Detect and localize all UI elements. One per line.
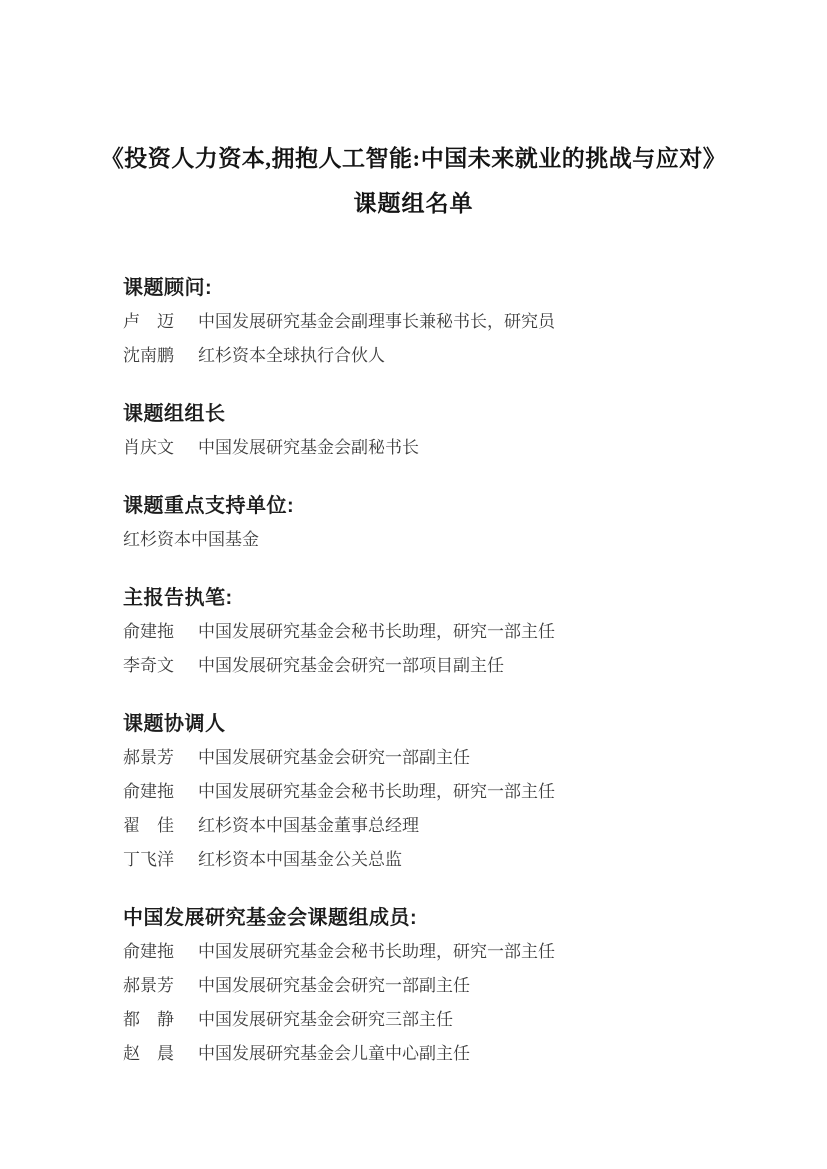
member-role: 红杉资本中国基金董事总经理 — [198, 816, 419, 835]
member-row — [123, 741, 767, 775]
member-name: 沈南鹏 — [123, 346, 174, 365]
member-row — [123, 1003, 767, 1037]
member-row — [123, 431, 767, 465]
section-key-support-unit — [123, 489, 767, 557]
member-name: 都 静 — [123, 1010, 174, 1029]
section-heading: 中国发展研究基金会课题组成员: — [123, 907, 418, 929]
member-role: 中国发展研究基金会副秘书长 — [198, 438, 419, 457]
member-name: 李奇文 — [123, 656, 174, 675]
member-row — [123, 809, 767, 843]
member-name: 俞建拖 — [123, 942, 174, 961]
document-title: 《投资人力资本,拥抱人工智能:中国未来就业的挑战与应对》 — [100, 146, 727, 171]
member-row — [123, 775, 767, 809]
member-row — [123, 935, 767, 969]
member-row — [123, 1037, 767, 1071]
section-heading: 主报告执笔: — [123, 587, 233, 609]
member-name: 俞建拖 — [123, 782, 174, 801]
member-role: 中国发展研究基金会秘书长助理，研究一部主任 — [198, 782, 555, 801]
document-subtitle: 课题组名单 — [353, 191, 474, 216]
member-name: 肖庆文 — [123, 438, 174, 457]
section-heading: 课题顾问: — [123, 277, 213, 299]
section-coordinators — [123, 707, 767, 877]
section-heading: 课题组组长 — [123, 403, 226, 425]
section-heading: 课题协调人 — [123, 713, 226, 735]
sections-container — [123, 271, 767, 1071]
member-name: 俞建拖 — [123, 622, 174, 641]
member-row — [123, 649, 767, 683]
member-role: 中国发展研究基金会副理事长兼秘书长，研究员 — [198, 312, 555, 331]
member-role: 红杉资本中国基金公关总监 — [198, 850, 402, 869]
member-row — [123, 305, 767, 339]
member-role: 中国发展研究基金会儿童中心副主任 — [198, 1044, 470, 1063]
member-name: 翟 佳 — [123, 816, 174, 835]
member-role: 中国发展研究基金会研究三部主任 — [198, 1010, 453, 1029]
member-name: 卢 迈 — [123, 312, 174, 331]
member-row — [123, 523, 767, 557]
member-name: 郝景芳 — [123, 976, 174, 995]
member-role: 中国发展研究基金会研究一部副主任 — [198, 976, 470, 995]
section-main-report-authors — [123, 581, 767, 683]
member-name: 丁飞洋 — [123, 850, 174, 869]
section-group-leader — [123, 397, 767, 465]
section-cdrf-members — [123, 901, 767, 1071]
member-role: 中国发展研究基金会研究一部副主任 — [198, 748, 470, 767]
member-role: 红杉资本全球执行合伙人 — [198, 346, 385, 365]
member-role: 中国发展研究基金会研究一部项目副主任 — [198, 656, 504, 675]
member-row — [123, 843, 767, 877]
section-heading: 课题重点支持单位: — [123, 495, 295, 517]
member-role: 中国发展研究基金会秘书长助理，研究一部主任 — [198, 622, 555, 641]
member-name: 红杉资本中国基金 — [123, 530, 259, 549]
member-row — [123, 615, 767, 649]
title-block — [0, 0, 827, 221]
member-role: 中国发展研究基金会秘书长助理，研究一部主任 — [198, 942, 555, 961]
member-name: 郝景芳 — [123, 748, 174, 767]
member-row — [123, 969, 767, 1003]
section-advisors — [123, 271, 767, 373]
member-row — [123, 339, 767, 373]
member-name: 赵 晨 — [123, 1044, 174, 1063]
